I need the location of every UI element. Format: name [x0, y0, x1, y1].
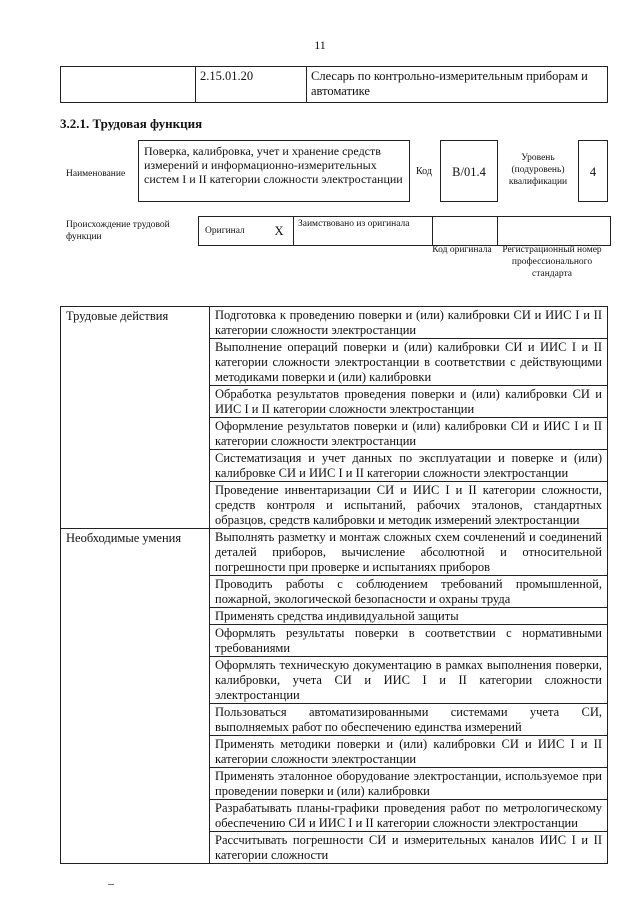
labor-action-item: Оформление результатов поверки и (или) калибровки СИ и ИИС I и II категории сложности электростанции: [210, 418, 608, 450]
function-details-body: [61, 307, 608, 864]
required-skill-item: Выполнять разметку и монтаж сложных схем сочленений и соединений деталей приборов, вычисление абсолютной и относительной погрешности при проверке и испытаниях приборов: [210, 529, 608, 576]
labor-action-category: Трудовые действия: [61, 307, 210, 529]
original-mark: X: [265, 217, 294, 246]
occupation-code: 2.15.01.20: [196, 67, 307, 103]
borrowed-label: Заимствовано из оригинала: [294, 217, 433, 246]
table-row: [61, 307, 608, 339]
table-row: [61, 529, 608, 576]
origin-table: [198, 216, 611, 246]
required-skill-item: Применять методики поверки и (или) калибровки СИ и ИИС I и II категории сложности электростанции: [210, 736, 608, 768]
required-skill-item: Рассчитывать погрешности СИ и измерительных каналов ИИС I и II категории сложности: [210, 832, 608, 864]
occupation-title: Слесарь по контрольно-измерительным приборам и автоматике: [307, 67, 608, 103]
code-label: Код: [416, 166, 432, 177]
function-details-table: [60, 306, 608, 864]
name-label: Наименование: [66, 169, 126, 179]
original-code-caption: Код оригинала: [432, 245, 492, 255]
labor-action-item: Систематизация и учет данных по эксплуатации и поверке и (или) калибровке СИ и ИИС I и II категории сложности электростанции: [210, 450, 608, 482]
level-label: Уровень (подуровень) квалификации: [508, 153, 568, 187]
footer-mark: [108, 884, 114, 885]
function-code-box: B/01.4: [440, 140, 498, 202]
required-skill-item: Применять средства индивидуальной защиты: [210, 608, 608, 625]
labor-action-item: Выполнение операций поверки и (или) калибровки СИ и ИИС I и II категории сложности электростанции в соответствии с действующими методиками поверки и (или) калибровки: [210, 339, 608, 386]
registration-number-cell: [498, 217, 611, 246]
labor-action-item: Проведение инвентаризации СИ и ИИС I и II категории сложности, средств контроля и испытаний, рабочих эталонов, стандартных образцов, средств калибровки и методик измерений электростанции: [210, 482, 608, 529]
registration-caption: Регистрационный номер профессионального стандарта: [502, 245, 602, 279]
page-number: 11: [314, 38, 326, 52]
table-row: [199, 217, 611, 246]
empty-cell: [61, 67, 196, 103]
labor-action-item: Обработка результатов проведения поверки и (или) калибровки СИ и ИИС I и II категории сложности электростанции: [210, 386, 608, 418]
required-skill-item: Оформлять результаты поверки в соответствии с нормативными требованиями: [210, 625, 608, 657]
required-skill-item: Разрабатывать планы-графики проведения работ по метрологическому обеспечению СИ и ИИС I и II категории сложности электростанции: [210, 800, 608, 832]
level-box: 4: [578, 140, 608, 202]
original-code-cell: [433, 217, 498, 246]
required-skill-item: Оформлять техническую документацию в рамках выполнения поверки, калибровки, учета СИ и ИИС I и II категории сложности электростанции: [210, 657, 608, 704]
occupation-code-table: [60, 66, 608, 103]
original-label: Оригинал: [199, 217, 266, 246]
function-name-box: Поверка, калибровка, учет и хранение средств измерений и информационно-измерительных систем I и II категории сложности электростанции: [138, 140, 410, 202]
required-skill-item: Применять эталонное оборудование электростанции, используемое при проведении поверки и (или) калибровки: [210, 768, 608, 800]
origin-label: Происхождение трудовой функции: [66, 220, 170, 242]
required-skill-item: Пользоваться автоматизированными системами учета СИ, выполняемых работ по обеспечению единства измерений: [210, 704, 608, 736]
section-heading: 3.2.1. Трудовая функция: [60, 116, 203, 131]
required-skill-item: Проводить работы с соблюдением требований промышленной, пожарной, экологической безопасности и охраны труда: [210, 576, 608, 608]
required-skill-category: Необходимые умения: [61, 529, 210, 864]
table-row: [61, 67, 608, 103]
labor-action-item: Подготовка к проведению поверки и (или) калибровки СИ и ИИС I и II категории сложности электростанции: [210, 307, 608, 339]
